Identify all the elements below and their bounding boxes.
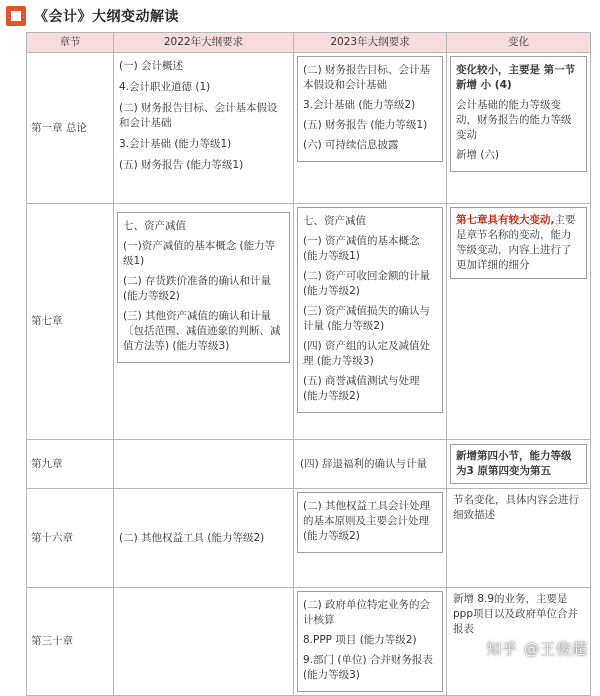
header-chapter: 章节 xyxy=(27,33,114,53)
row-2022-cell xyxy=(114,204,294,440)
row-change-cell xyxy=(447,204,591,440)
row-text: (五) 商誉减值测试与处理 (能力等级2) xyxy=(303,375,420,402)
row-text: (五) 财务报告 (能力等级1) xyxy=(119,159,244,171)
row-text: (三) 资产减值损失的确认与计量 (能力等级2) xyxy=(303,305,431,332)
row-text: (四) 资产组的认定及减值处理 (能力等级3) xyxy=(303,340,431,367)
row-text: (四) 辞退福利的确认与计量 xyxy=(300,457,428,470)
page-title: 《会计》大纲变动解读 xyxy=(34,9,179,25)
header-2023: 2023年大纲要求 xyxy=(294,33,447,53)
row-text: 会计基础的能力等级变动，财务报告的能力等级变动 xyxy=(456,99,572,141)
row-text: (二) 存货跌价准备的确认和计量 (能力等级2) xyxy=(123,275,272,302)
row-2023-cell xyxy=(294,489,447,588)
row-chapter: 第七章 xyxy=(27,204,114,440)
row-text: (一) 资产减值的基本概念 (能力等级1) xyxy=(303,235,420,262)
row-text: (二) 财务报告目标、会计基本假设和会计基础 xyxy=(303,64,431,91)
row-text: 3.会计基础 (能力等级1) xyxy=(119,138,232,150)
row-2022-cell xyxy=(114,53,294,204)
title-square-icon xyxy=(6,6,26,26)
row-2022-cell xyxy=(114,489,294,588)
row-text: (二) 其他权益工具 (能力等级2) xyxy=(119,531,265,544)
row-2022-cell xyxy=(114,440,294,489)
row-text: (六) 可持续信息披露 xyxy=(303,139,399,151)
row-text: (五) 财务报告 (能力等级1) xyxy=(303,119,428,131)
change-highlight: 第七章具有较大变动, xyxy=(456,214,555,226)
header-2022: 2022年大纲要求 xyxy=(114,33,294,53)
table-row xyxy=(27,489,591,588)
row-chapter: 第一章 总论 xyxy=(27,53,114,204)
watermark: 知乎 @王俊超 xyxy=(486,640,588,658)
row-text: 4.会计职业道德 (1) xyxy=(119,81,211,93)
row-text: (二) 其他权益工具会计处理的基本原则及主要会计处理 (能力等级2) xyxy=(303,500,431,542)
row-text: (二) 政府单位特定业务的会计核算 xyxy=(303,599,431,626)
row-2023-box xyxy=(297,492,443,553)
row-text: 节名变化，具体内容会进行细致描述 xyxy=(453,494,579,521)
row-text: 主要是章节名称的变动，能力等级变动，内容上进行了更加详细的细分 xyxy=(456,214,576,271)
row-2023-cell xyxy=(294,53,447,204)
row-2022-box xyxy=(117,212,290,363)
row-chapter: 第九章 xyxy=(27,440,114,489)
row-text: 3.会计基础 (能力等级2) xyxy=(303,99,416,111)
row-chapter: 第三十章 xyxy=(27,588,114,696)
row-text: 变化较小，主要是 第一节新增 小 (4) xyxy=(456,64,576,91)
header-change: 变化 xyxy=(447,33,591,53)
row-chapter: 第十六章 xyxy=(27,489,114,588)
row-change-cell xyxy=(447,53,591,204)
row-2023-cell xyxy=(294,204,447,440)
row-text: 9.部门 (单位) 合并财务报表 (能力等级3) xyxy=(303,654,433,681)
row-text: (一) 会计概述 xyxy=(119,60,184,72)
row-change-box xyxy=(450,444,587,484)
row-text: 新增 8.9的业务，主要是ppp项目以及政府单位合并报表 xyxy=(453,593,578,635)
syllabus-table xyxy=(26,32,591,696)
row-text: 8.PPP 项目 (能力等级2) xyxy=(303,634,417,646)
row-2023-cell xyxy=(294,588,447,696)
row-text: (二) 资产可收回金额的计量 (能力等级2) xyxy=(303,270,431,297)
page-title-bar xyxy=(6,4,179,28)
row-2023-cell xyxy=(294,440,447,489)
row-text: (二) 财务报告目标、会计基本假设和会计基础 xyxy=(119,102,278,129)
row-2023-box xyxy=(297,207,443,413)
table-row xyxy=(27,204,591,440)
row-change-box xyxy=(450,207,587,279)
table-header-row xyxy=(27,33,591,53)
row-text: 七、资产减值 xyxy=(303,215,366,227)
row-2023-box xyxy=(297,56,443,162)
row-text: 新增第四小节，能力等级为3 原第四变为第五 xyxy=(456,450,572,477)
row-change-cell xyxy=(447,489,591,588)
table-row xyxy=(27,53,591,204)
row-change-box xyxy=(450,56,587,172)
row-text: 新增 (六) xyxy=(456,149,500,161)
row-text: (一)资产减值的基本概念 (能力等级1) xyxy=(123,240,276,267)
row-2022-cell xyxy=(114,588,294,696)
row-text: (三) 其他资产减值的确认和计量〔包括范围、减值迹象的判断、减值方法等) (能力等级3) xyxy=(123,310,281,352)
table-row xyxy=(27,440,591,489)
row-change-cell xyxy=(447,440,591,489)
row-text: 七、资产减值 xyxy=(123,220,186,232)
